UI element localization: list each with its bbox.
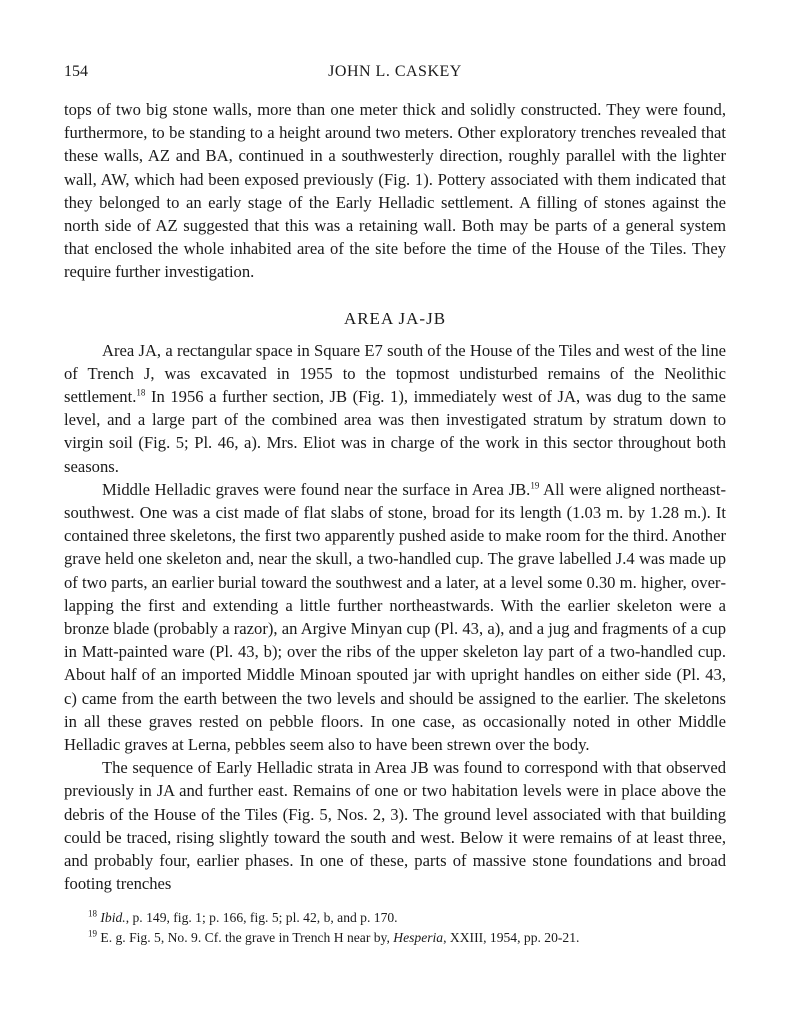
paragraph-graves (64, 478, 726, 756)
paragraph-area-ja-jb (64, 339, 726, 478)
paragraph-text: All were aligned northeast-southwest. One was a cist made of flat slabs of stone, broad for its length (1.03 m. by 1.28 m.). It contained three skeletons, the first two apparently pushed aside to make room for the third. Another grave held one skeleton and, near the skull, a two-handled cup. The grave labelled J.4 was made up of two parts, an earlier burial toward the southwest and a later, at a level some 0.30 m. higher, overlapping the first and extending a little further northeastwards. With the earlier skeleton were a bronze blade (probably a razor), an Argive Minyan cup (Pl. 43, a), and a jug and fragments of a cup in Matt-painted ware (Pl. 43, b); over the ribs of the upper skeleton lay part of a two-handled cup. About half of an imported Middle Minoan spouted jar with upright handles on either side (Pl. 43, c) came from the earth between the two levels and should be assigned to the earlier. The skeletons in all these graves rested on pebble floors. In one case, as occasionally noted in other Middle Helladic graves at Lerna, pebbles seem also to have been strewn over the body. (64, 479, 726, 755)
paragraph-strata: The sequence of Early Helladic strata in Area JB was found to correspond with that observed previously in JA and further east. Remains of one or two habitation levels were in place above the debris of the House of the Tiles (Fig. 5, Nos. 2, 3). The ground level associated with that building could be traced, rising slightly toward the south and west. Below it were remains of at least three, and probably four, earlier phases. In one of these, parts of massive stone foundations and broad footing trenches (64, 758, 726, 894)
footnote-italic: Hesperia (393, 929, 444, 945)
footnote-ref-19: 19 (530, 480, 540, 491)
body-text (64, 98, 726, 896)
footnote-18 (88, 908, 726, 928)
page (64, 60, 726, 948)
footnote-number: 18 (88, 907, 97, 918)
section-heading: AREA JA-JB (343, 308, 447, 328)
footnote-italic: Ibid. (100, 909, 126, 925)
footnote-ref-18: 18 (136, 387, 146, 398)
footnote-text: E. g. Fig. 5, No. 9. Cf. the grave in Trench H near by, (97, 929, 394, 945)
paragraph-text: Middle Helladic graves were found near the surface in Area JB. (102, 479, 531, 499)
paragraph-walls: tops of two big stone walls, more than one meter thick and solidly constructed. They were found, furthermore, to be standing to a height around two meters. Other exploratory trenches revealed that these walls, AZ and BA, continued in a southwesterly direction, roughly parallel with the lighter wall, AW, which had been exposed previously (Fig. 1). Pottery associated with them indicated that they belonged to an early stage of the Early Helladic settlement. A filling of stones against the north side of AZ suggested that this was a retaining wall. Both may be parts of a general system that enclosed the whole inhabited area of the site before the time of the House of the Tiles. They require further investigation. (64, 100, 726, 282)
running-head (64, 60, 726, 84)
footnote-19 (88, 928, 726, 948)
author-heading: JOHN L. CASKEY (328, 63, 462, 80)
footnote-text: , XXIII, 1954, pp. 20-21. (443, 929, 580, 945)
footnotes (64, 908, 726, 948)
footnote-text: , p. 149, fig. 1; p. 166, fig. 5; pl. 42, b, and p. 170. (125, 909, 398, 925)
paragraph-text: In 1956 a further section, JB (Fig. 1), immediately west of JA, was dug to the same level, and a large part of the combined area was then investigated stratum by stratum down to virgin soil (Fig. 5; Pl. 46, a). Mrs. Eliot was in charge of the work in this sector throughout both seasons. (64, 387, 726, 476)
page-number: 154 (64, 63, 88, 80)
paragraph-text: Area JA, a rectangular space in Square E7 south of the House of the Tiles and west of the line of Trench J, was excavated in 1955 to the topmost undisturbed remains of the Neolithic settlement. (64, 340, 726, 407)
footnote-number: 19 (88, 927, 97, 938)
